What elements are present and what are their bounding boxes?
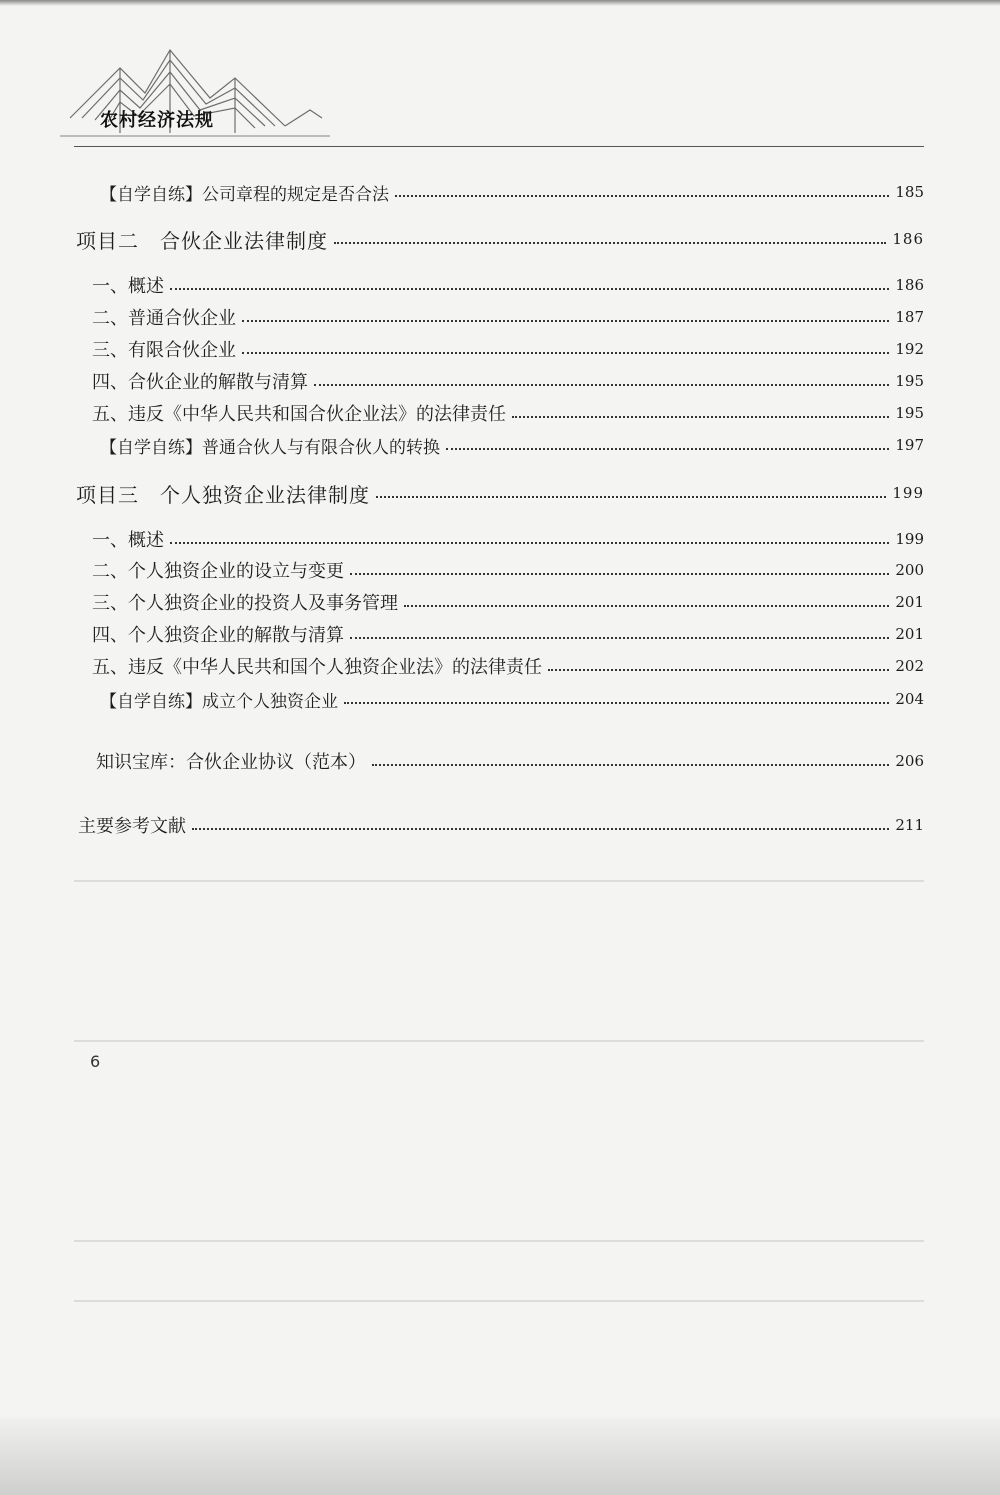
toc-entry-label: 三、个人独资企业的投资人及事务管理	[92, 593, 398, 614]
toc-entry-label: 项目三 个人独资企业法律制度	[76, 482, 370, 507]
toc-entry[interactable]	[0, 555, 1000, 585]
toc-leader-dots	[242, 320, 889, 322]
bleed-through-line	[74, 1240, 924, 1242]
toc-entry[interactable]	[0, 587, 1000, 617]
toc-leader-dots	[350, 573, 889, 575]
toc-entry-page: 199	[895, 530, 924, 548]
toc-leader-dots	[344, 702, 889, 704]
toc-entry[interactable]	[0, 224, 1000, 254]
toc-entry-label: 五、违反《中华人民共和国个人独资企业法》的法律责任	[92, 657, 542, 678]
toc-entry[interactable]	[0, 430, 1000, 460]
toc-entry-label: 二、个人独资企业的设立与变更	[92, 561, 344, 582]
header-rule	[74, 146, 924, 147]
toc-leader-dots	[314, 384, 889, 386]
toc-entry-label: 【自学自练】公司章程的规定是否合法	[100, 184, 389, 205]
toc-leader-dots	[548, 669, 889, 671]
bleed-through-line	[74, 1040, 924, 1042]
toc-entry-label: 项目二 合伙企业法律制度	[76, 228, 328, 253]
toc-entry-label: 【自学自练】普通合伙人与有限合伙人的转换	[100, 437, 440, 458]
toc-entry-page: 204	[895, 690, 924, 708]
toc-entry-page: 185	[895, 183, 924, 201]
page-bottom-edge	[0, 1418, 1000, 1495]
toc-entry-page: 199	[892, 484, 924, 502]
toc-entry-page: 187	[895, 308, 924, 326]
toc-entry-page: 201	[895, 593, 924, 611]
toc-leader-dots	[350, 637, 889, 639]
toc-entry[interactable]	[0, 746, 1000, 776]
toc-entry-page: 211	[895, 816, 924, 834]
toc-entry-label: 一、概述	[92, 530, 164, 551]
toc-leader-dots	[334, 242, 886, 244]
toc-entry-label: 【自学自练】成立个人独资企业	[100, 691, 338, 712]
toc-leader-dots	[170, 288, 889, 290]
toc-entry-label: 五、违反《中华人民共和国合伙企业法》的法律责任	[92, 404, 506, 425]
toc-entry-label: 四、合伙企业的解散与清算	[92, 372, 308, 393]
toc-entry[interactable]	[0, 302, 1000, 332]
toc-entry-label: 四、个人独资企业的解散与清算	[92, 625, 344, 646]
toc-entry-page: 186	[895, 276, 924, 294]
toc-entry-label: 主要参考文献	[78, 816, 186, 837]
toc-entry[interactable]	[0, 334, 1000, 364]
toc-entry-page: 206	[895, 752, 924, 770]
toc-leader-dots	[192, 828, 889, 830]
page-number: 6	[90, 1052, 101, 1071]
toc-entry[interactable]	[0, 651, 1000, 681]
toc-leader-dots	[512, 416, 889, 418]
toc-leader-dots	[242, 352, 889, 354]
toc-entry-page: 192	[895, 340, 924, 358]
toc-entry-page: 201	[895, 625, 924, 643]
toc-entry[interactable]	[0, 684, 1000, 714]
toc-entry-page: 202	[895, 657, 924, 675]
toc-entry-page: 195	[895, 372, 924, 390]
running-header-title: 农村经济法规	[100, 110, 214, 131]
toc-entry-page: 195	[895, 404, 924, 422]
toc-entry[interactable]	[0, 478, 1000, 508]
toc-entry-page: 200	[895, 561, 924, 579]
toc-entry[interactable]	[0, 270, 1000, 300]
toc-entry-label: 一、概述	[92, 276, 164, 297]
toc-leader-dots	[446, 448, 889, 450]
bleed-through-line	[74, 880, 924, 882]
page-top-edge	[0, 0, 1000, 6]
toc-leader-dots	[404, 605, 889, 607]
toc-entry-page: 186	[892, 230, 924, 248]
toc-entry[interactable]	[0, 524, 1000, 554]
toc-leader-dots	[376, 496, 886, 498]
toc-entry[interactable]	[0, 177, 1000, 207]
toc-leader-dots	[170, 542, 889, 544]
toc-entry-label: 三、有限合伙企业	[92, 340, 236, 361]
bleed-through-line	[74, 1300, 924, 1302]
toc-entry-page: 197	[895, 436, 924, 454]
toc-entry[interactable]	[0, 619, 1000, 649]
toc-entry[interactable]	[0, 366, 1000, 396]
toc-entry-label: 知识宝库：合伙企业协议（范本）	[96, 752, 366, 773]
toc-entry[interactable]	[0, 398, 1000, 428]
toc-entry[interactable]	[0, 810, 1000, 840]
toc-entry-label: 二、普通合伙企业	[92, 308, 236, 329]
toc-leader-dots	[372, 764, 889, 766]
toc-leader-dots	[395, 195, 889, 197]
